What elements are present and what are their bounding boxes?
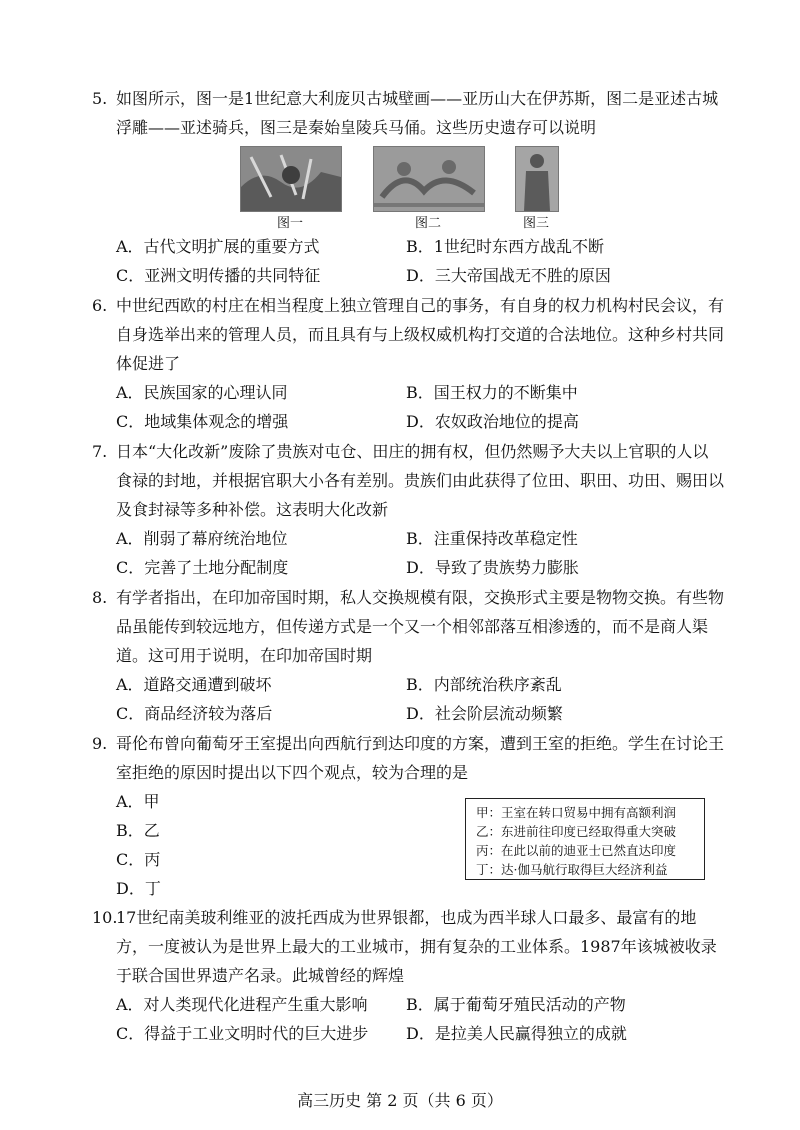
question-stem: 17世纪南美玻利维亚的波托西成为世界银都，也成为西半球人口最多、最富有的地方，一度被认为是世界上最大的工业城市，拥有复杂的工业体系。1987年该城被收录于联合国世界遗产名录。此城曾经的辉煌 bbox=[116, 908, 717, 985]
option-b[interactable]: B．注重保持改革稳定性 bbox=[406, 529, 578, 548]
figure-caption: 图二 bbox=[414, 216, 441, 231]
option-a[interactable]: A．对人类现代化进程产生重大影响 bbox=[116, 995, 368, 1014]
option-a[interactable]: A．古代文明扩展的重要方式 bbox=[116, 237, 320, 256]
option-a[interactable]: A．民族国家的心理认同 bbox=[116, 383, 288, 402]
figure-caption: 图三 bbox=[522, 216, 549, 231]
relief-image bbox=[373, 146, 485, 212]
option-b[interactable]: B．1世纪时东西方战乱不断 bbox=[406, 237, 604, 256]
option-d[interactable]: D．丁 bbox=[116, 879, 161, 898]
option-b[interactable]: B．内部统治秩序紊乱 bbox=[406, 675, 562, 694]
fresco-image bbox=[240, 146, 342, 212]
option-d[interactable]: D．导致了贵族势力膨胀 bbox=[406, 558, 579, 577]
page-footer: 高三历史 第 2 页（共 6 页） bbox=[297, 1091, 503, 1110]
question-stem: 有学者指出，在印加帝国时期，私人交换规模有限，交换形式主要是物物交换。有些物品虽能传到较远地方，但传递方式是一个又一个相邻部落互相渗透的，而不是商人渠道。这可用于说明，在印加帝国时期 bbox=[116, 588, 725, 665]
question-number: 9. bbox=[92, 734, 108, 753]
option-c[interactable]: C．亚洲文明传播的共同特征 bbox=[116, 266, 321, 285]
figure-3 bbox=[515, 146, 559, 231]
viewpoint-box bbox=[465, 798, 705, 880]
question-number: 8. bbox=[92, 588, 108, 607]
question-7 bbox=[92, 437, 724, 582]
question-stem: 中世纪西欧的村庄在相当程度上独立管理自己的事务，有自身的权力机构村民会议，有自身选举出来的管理人员，而且具有与上级权威机构打交道的合法地位。这种乡村共同体促进了 bbox=[116, 296, 725, 373]
option-d[interactable]: D．是拉美人民赢得独立的成就 bbox=[406, 1024, 627, 1043]
question-stem: 如图所示，图一是1世纪意大利庞贝古城壁画——亚历山大在伊苏斯，图二是亚述古城浮雕——亚述骑兵，图三是秦始皇陵兵马俑。这些历史遗存可以说明 bbox=[116, 89, 719, 137]
question-10 bbox=[92, 903, 724, 1048]
question-6 bbox=[92, 291, 724, 436]
option-a[interactable]: A．甲 bbox=[116, 792, 160, 811]
option-b[interactable]: B．乙 bbox=[116, 821, 160, 840]
option-d[interactable]: D．三大帝国战无不胜的原因 bbox=[406, 266, 611, 285]
question-stem: 哥伦布曾向葡萄牙王室提出向西航行到达印度的方案，遭到王室的拒绝。学生在讨论王室拒绝的原因时提出以下四个观点，较为合理的是 bbox=[116, 734, 725, 782]
option-b[interactable]: B．属于葡萄牙殖民活动的产物 bbox=[406, 995, 626, 1014]
viewpoint-jia: 甲：王室在转口贸易中拥有高额利润 bbox=[476, 805, 677, 820]
viewpoint-ding: 丁：达·伽马航行取得巨大经济利益 bbox=[476, 862, 668, 877]
option-b[interactable]: B．国王权力的不断集中 bbox=[406, 383, 578, 402]
terracotta-warrior-image bbox=[515, 146, 559, 212]
viewpoint-yi: 乙：东进前往印度已经取得重大突破 bbox=[476, 824, 677, 839]
figure-row bbox=[0, 146, 800, 230]
option-a[interactable]: A．削弱了幕府统治地位 bbox=[116, 529, 288, 548]
question-number: 10. bbox=[92, 908, 118, 927]
question-5-options bbox=[92, 232, 724, 290]
figure-caption: 图一 bbox=[276, 216, 303, 231]
figure-2 bbox=[373, 146, 485, 231]
option-d[interactable]: D．农奴政治地位的提高 bbox=[406, 412, 579, 431]
option-d[interactable]: D．社会阶层流动频繁 bbox=[406, 704, 563, 723]
question-number: 7. bbox=[92, 442, 108, 461]
viewpoint-bing: 丙：在此以前的迪亚士已然直达印度 bbox=[476, 843, 677, 858]
question-number: 5. bbox=[92, 89, 108, 108]
question-5 bbox=[92, 84, 724, 142]
question-number: 6. bbox=[92, 296, 108, 315]
option-c[interactable]: C．商品经济较为落后 bbox=[116, 704, 273, 723]
question-8 bbox=[92, 583, 724, 728]
option-a[interactable]: A．道路交通遭到破坏 bbox=[116, 675, 272, 694]
question-stem: 日本“大化改新”废除了贵族对屯仓、田庄的拥有权，但仍然赐予大夫以上官职的人以食禄的封地，并根据官职大小各有差别。贵族们由此获得了位田、职田、功田、赐田以及食封禄等多种补偿。这表明大化改新 bbox=[116, 442, 725, 519]
option-c[interactable]: C．丙 bbox=[116, 850, 161, 869]
option-c[interactable]: C．得益于工业文明时代的巨大进步 bbox=[116, 1024, 369, 1043]
figure-1 bbox=[240, 146, 342, 231]
option-c[interactable]: C．完善了土地分配制度 bbox=[116, 558, 289, 577]
option-c[interactable]: C．地域集体观念的增强 bbox=[116, 412, 289, 431]
